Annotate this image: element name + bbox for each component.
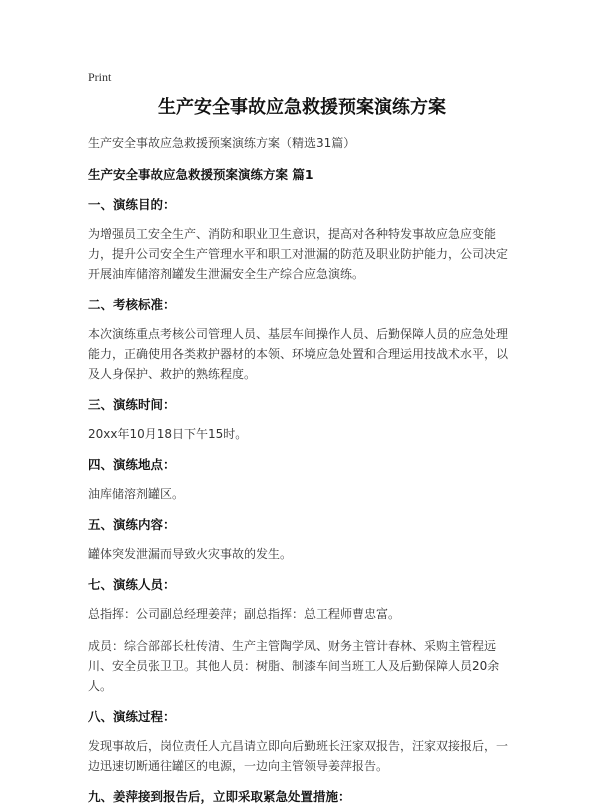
section-paragraph: 20xx年10月18日下午15时。 bbox=[88, 427, 248, 441]
section-paragraph: 罐体突发泄漏而导致火灾事故的发生。 bbox=[88, 547, 293, 561]
section-purpose bbox=[88, 196, 516, 284]
chapter-heading: 生产安全事故应急救援预案演练方案 篇1 bbox=[88, 167, 314, 182]
section-paragraph: 总指挥：公司副总经理姜萍；副总指挥：总工程师曹忠富。 bbox=[88, 607, 401, 621]
section-paragraph: 油库储溶剂罐区。 bbox=[88, 487, 185, 501]
section-heading: 三、演练时间： bbox=[88, 397, 176, 412]
document-title: 生产安全事故应急救援预案演练方案 bbox=[158, 97, 446, 118]
section-content bbox=[88, 516, 516, 564]
section-paragraph: 为增强员工安全生产、消防和职业卫生意识，提高对各种特发事故应急应变能力，提升公司安全生产管理水平和职工对泄漏的防范及职业防护能力，公司决定开展油库储溶剂罐发生泄漏安全生产综合应急演练。 bbox=[88, 227, 509, 281]
section-heading: 五、演练内容： bbox=[88, 517, 176, 532]
section-time bbox=[88, 396, 516, 444]
section-heading: 七、演练人员： bbox=[88, 577, 176, 592]
print-label[interactable]: Print bbox=[88, 70, 112, 84]
section-heading: 八、演练过程： bbox=[88, 709, 176, 724]
section-paragraph: 成员：综合部部长杜传清、生产主管陶学凤、财务主管计春林、采购主管程远川、安全员张卫卫。其他人员：树脂、制漆车间当班工人及后勤保障人员20余人。 bbox=[88, 639, 500, 693]
section-location bbox=[88, 456, 516, 504]
section-heading: 二、考核标准： bbox=[88, 297, 176, 312]
section-heading: 四、演练地点： bbox=[88, 457, 176, 472]
section-paragraph: 发现事故后，岗位责任人亢昌请立即向后勤班长汪家双报告，汪家双接报后，一边迅速切断通往罐区的电源，一边向主管领导姜萍报告。 bbox=[88, 739, 509, 773]
document-subtitle: 生产安全事故应急救援预案演练方案（精选31篇） bbox=[88, 136, 356, 150]
section-emergency-measures bbox=[88, 788, 516, 806]
section-personnel bbox=[88, 576, 516, 696]
section-paragraph: 本次演练重点考核公司管理人员、基层车间操作人员、后勤保障人员的应急处理能力，正确使用各类救护器材的本领、环境应急处置和合理运用技战术水平，以及人身保护、救护的熟练程度。 bbox=[88, 327, 509, 381]
section-heading: 一、演练目的： bbox=[88, 197, 176, 212]
section-heading: 九、姜萍接到报告后，立即采取紧急处置措施： bbox=[88, 789, 351, 804]
section-process bbox=[88, 708, 516, 776]
section-assessment bbox=[88, 296, 516, 384]
